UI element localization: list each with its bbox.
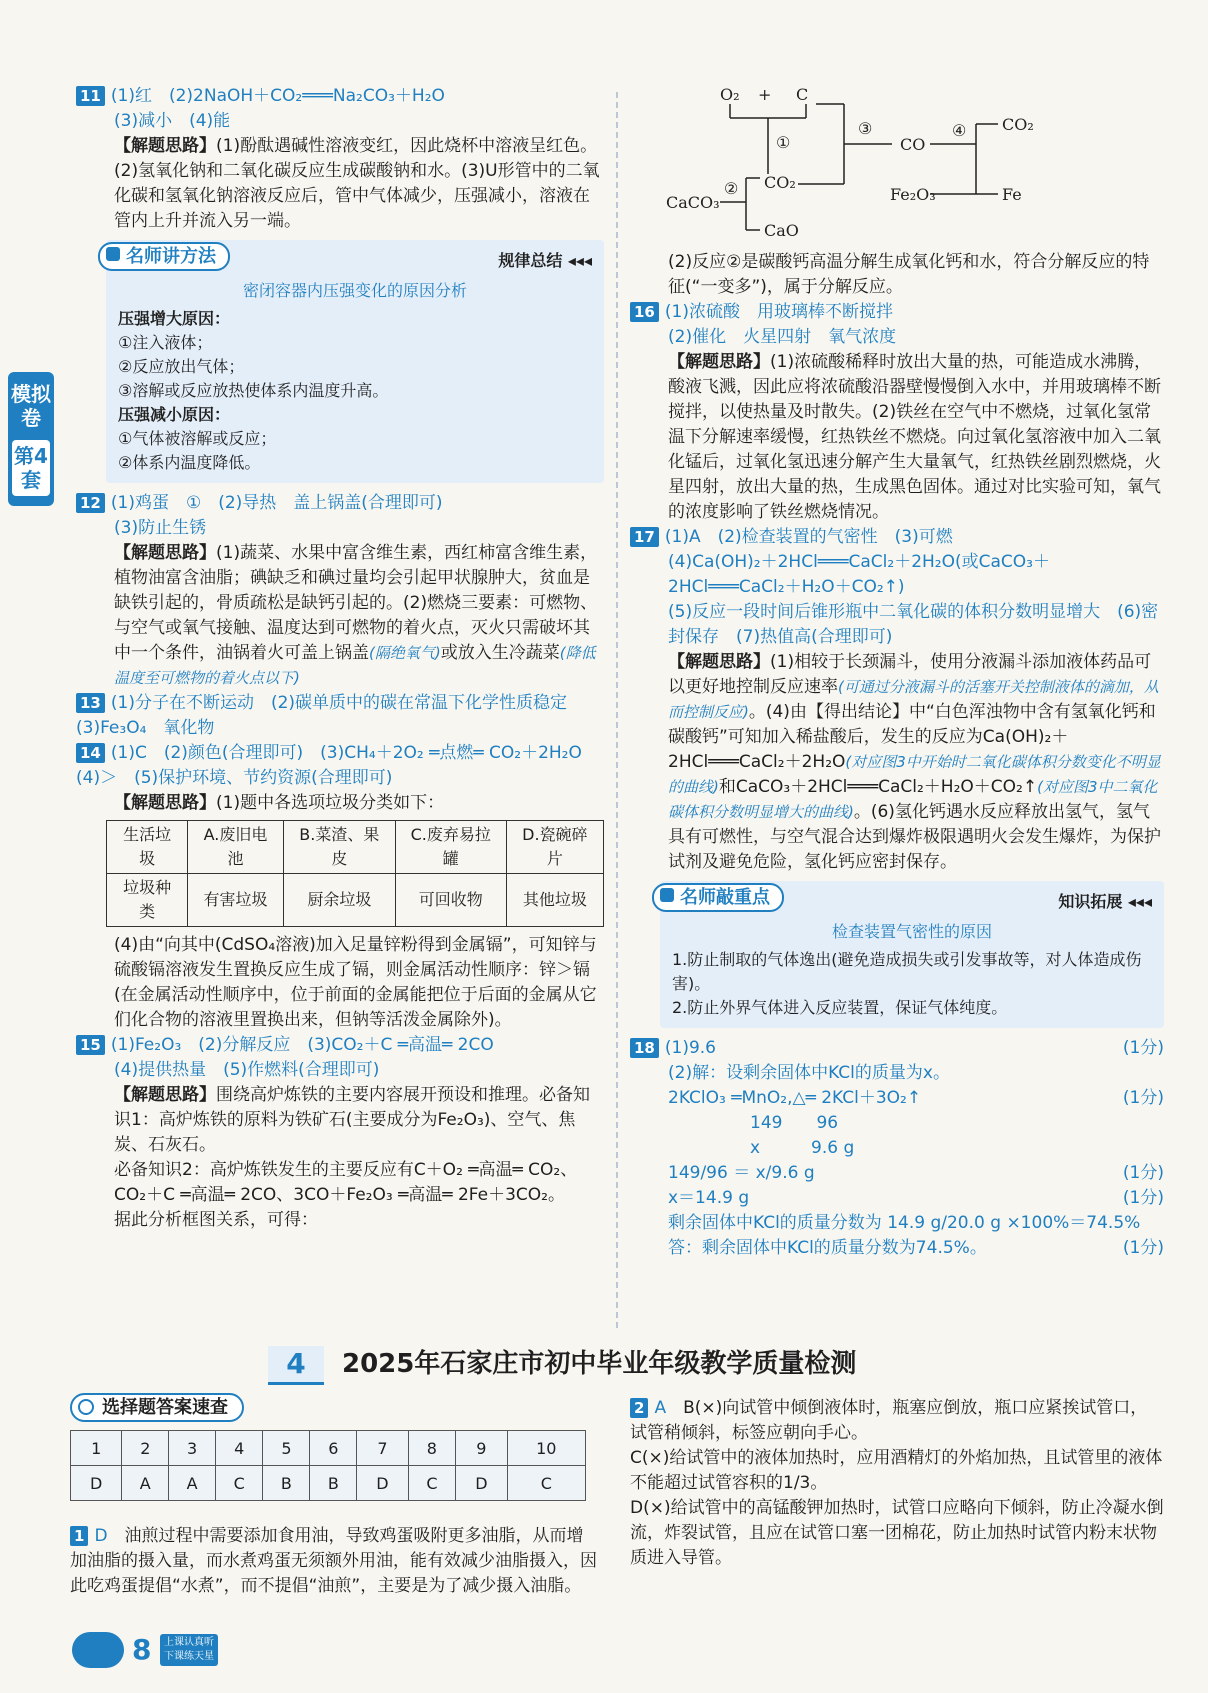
q13-answer: 13 (1)分子在不断运动 (2)碳单质中的碳在常温下化学性质稳定 (3)Fe₃O₄ 氧化物 — [76, 693, 585, 738]
table-cell: 9 — [456, 1431, 507, 1466]
label-fe: Fe — [1002, 185, 1022, 204]
table-cell: D — [456, 1466, 507, 1501]
label-plus: + — [758, 85, 772, 104]
table-cell: 其他垃圾 — [506, 874, 603, 927]
q14-number: 14 — [76, 743, 105, 763]
q18-final: 答：剩余固体中KCl的质量分数为74.5%。 — [668, 1238, 987, 1258]
section-heading: 2025年石家庄市初中毕业年级教学质量检测 — [342, 1349, 857, 1379]
footer-slogan: 上课认真听 下课练天星 — [160, 1634, 218, 1666]
box-line: ③溶解或反应放热使体系内温度升高。 — [118, 381, 389, 400]
keypoint-box — [660, 881, 1164, 1028]
q12-number: 12 — [76, 493, 105, 513]
q2-block — [630, 1396, 1164, 1571]
box-heading: 压强减小原因： — [118, 405, 231, 424]
box-line: ①注入液体； — [118, 333, 213, 352]
q15-number: 15 — [76, 1035, 105, 1055]
table-cell: 1 — [71, 1431, 122, 1466]
q12-answer: 12 (1)鸡蛋 ① (2)导热 盖上锅盖(合理即可) — [76, 491, 604, 516]
q15-think: 【解题思路】围绕高炉炼铁的主要内容展开预设和推理。必备知识1：高炉炼铁的原料为铁矿石(主要成分为Fe₂O₃)、空气、焦炭、石灰石。 — [114, 1085, 590, 1155]
q14-think-2: (4)由“向其中(CdSO₄溶液)加入足量锌粉得到金属镉”，可知锌与硫酸镉溶液发生置换反应生成了镉，则金属活动性顺序：锌＞镉(在金属活动性顺序中，位于前面的金属能把位于后面的金属从它们化合物的溶液里置换出来，但钠等活泼金属除外)。 — [114, 935, 597, 1030]
label-co: CO — [900, 135, 926, 154]
waste-table — [106, 820, 604, 927]
label-co2: CO₂ — [764, 173, 796, 192]
right-column — [630, 84, 1164, 1261]
side-tab — [8, 372, 54, 506]
label-c: C — [796, 85, 809, 104]
box-line: ①气体被溶解或反应； — [118, 429, 277, 448]
q15-think-2: 必备知识2：高炉炼铁发生的主要反应有C＋O₂ ═高温═ CO₂、CO₂＋C ═高温═ 2CO、3CO＋Fe₂O₃ ═高温═ 2Fe＋3CO₂。 — [114, 1160, 578, 1205]
table-cell: 可回收物 — [395, 874, 506, 927]
table-cell: 7 — [357, 1431, 408, 1466]
label-step1: ① — [776, 133, 791, 152]
q15-answer-2: (4)提供热量 (5)作燃料(合理即可) — [114, 1060, 380, 1080]
q11-think: 【解题思路】(1)酚酞遇碱性溶液变红，因此烧杯中溶液呈红色。(2)氢氧化钠和二氧化碳反应生成碳酸钠和水。(3)U形管中的二氧化碳和氢氧化钠溶液反应后，管中气体减少，压强减小，溶液在管内上升并流入另一端。 — [114, 136, 600, 231]
table-cell: D — [71, 1466, 122, 1501]
reaction-diagram — [630, 84, 1164, 250]
quick-answers-title: 选择题答案速查 — [70, 1393, 244, 1422]
table-row — [71, 1466, 586, 1501]
box-heading: 压强增大原因： — [118, 309, 231, 328]
q12-answer-2: (3)防止生锈 — [114, 518, 207, 538]
q2-option-d: D(×)给试管中的高锰酸钾加热时，试管口应略向下倾斜，防止冷凝水倒流，炸裂试管，且应在试管口塞一团棉花，防止加热时试管内粉末状物质进入导管。 — [630, 1498, 1164, 1568]
box-line: ②体系内温度降低。 — [118, 453, 261, 472]
teacher-icon — [106, 247, 120, 261]
table-cell: D.瓷碗碎片 — [506, 821, 603, 874]
table-cell: 6 — [310, 1431, 357, 1466]
target-icon — [78, 1399, 94, 1415]
section-number: 4 — [268, 1346, 324, 1385]
table-cell: C — [408, 1466, 456, 1501]
table-cell: 3 — [169, 1431, 216, 1466]
label-step2: ② — [724, 179, 739, 198]
box-line: 2.防止外界气体进入反应装置，保证气体纯度。 — [672, 998, 1008, 1017]
q13-number: 13 — [76, 693, 105, 713]
q15-think-3: 据此分析框图关系，可得： — [114, 1210, 318, 1230]
q2-number: 2 — [630, 1398, 648, 1418]
q17-answer-2: (4)Ca(OH)₂＋2HCl═══CaCl₂＋2H₂O(或CaCO₃＋2HCl═══CaCl₂＋H₂O＋CO₂↑) — [668, 552, 1050, 597]
method-box-title: 名师讲方法 — [98, 242, 230, 271]
q17-answer: 17 (1)A (2)检查装置的气密性 (3)可燃 — [630, 525, 1164, 550]
table-cell: C.废弃易拉罐 — [395, 821, 506, 874]
q12-think: 【解题思路】(1)蔬菜、水果中富含维生素，西红柿富含维生素，植物油富含油脂；碘缺乏和碘过量均会引起甲状腺肿大，贫血是缺铁引起的，骨质疏松是缺钙引起的。(2)燃烧三要素：可燃物、与空气或氧气接触、温度达到可燃物的着火点，灭火只需破坏其中一个条件，油锅着火可盖上锅盖(隔绝氧气)或放入生冷蔬菜(降低温度至可燃物的着火点以下) — [114, 543, 598, 687]
q17-number: 17 — [630, 527, 659, 547]
label-step4: ④ — [952, 121, 967, 140]
q16-answer-2: (2)催化 火星四射 氧气浓度 — [668, 327, 897, 347]
q18-equation: 2KClO₃ ═MnO₂,△═ 2KCl＋3O₂↑ (1分) — [668, 1088, 1164, 1108]
side-tab-set: 第4套 — [12, 440, 50, 496]
q11-answer-2: (3)减小 (4)能 — [114, 111, 231, 131]
table-cell: C — [507, 1466, 585, 1501]
q16-think: 【解题思路】(1)浓硫酸稀释时放出大量的热，可能造成水沸腾，酸液飞溅，因此应将浓硫酸沿器壁慢慢倒入水中，并用玻璃棒不断搅拌，以使热量及时散失。(2)铁丝在空气中不燃烧，过氧化氢常温下分解速率缓慢，红热铁丝不燃烧。向过氧化氢溶液中加入二氧化锰后，过氧化氢迅速分解产生大量氧气，红热铁丝剧烈燃烧，火星四射，放出大量的热，生成黑色固体。通过对比实验可知，氧气的浓度影响了铁丝燃烧情况。 — [668, 352, 1161, 522]
label-caco3: CaCO₃ — [666, 193, 720, 212]
method-box-kind: 规律总结 ◂◂◂ — [498, 251, 592, 270]
q18-mass-row-2: x 9.6 g — [750, 1138, 855, 1158]
q16-answer: 16 (1)浓硫酸 用玻璃棒不断搅拌 — [630, 300, 1164, 325]
table-row — [71, 1431, 586, 1466]
side-tab-label: 模拟卷 — [11, 382, 51, 430]
method-box-subtitle: 密闭容器内压强变化的原因分析 — [242, 281, 467, 300]
mascot-icon — [72, 1632, 124, 1668]
q18-answer: 18 (1)9.6 (1分) — [630, 1036, 1164, 1061]
label-fe2o3: Fe₂O₃ — [890, 185, 936, 204]
method-box — [106, 240, 604, 483]
table-cell: 8 — [408, 1431, 456, 1466]
q1-answer: 1 D 油煎过程中需要添加食用油，导致鸡蛋吸附更多油脂，从而增加油脂的摄入量，而水煮鸡蛋无须额外用油，能有效减少油脂摄入，因此吃鸡蛋提倡“水煮”，而不提倡“油煎”，主要是为了减少摄入油脂。 — [70, 1526, 597, 1596]
table-cell: A — [122, 1466, 169, 1501]
q18-number: 18 — [630, 1038, 659, 1058]
table-cell: 2 — [122, 1431, 169, 1466]
teacher-icon — [660, 888, 674, 902]
keypoint-box-kind: 知识拓展 ◂◂◂ — [1058, 892, 1152, 911]
q2-option-c: C(×)给试管中的液体加热时，应用酒精灯的外焰加热，且试管里的液体不能超过试管容积的1/3。 — [630, 1448, 1163, 1493]
table-row — [107, 874, 604, 927]
q16-number: 16 — [630, 302, 659, 322]
box-line: ②反应放出气体； — [118, 357, 245, 376]
table-cell: C — [215, 1466, 263, 1501]
label-co2-b: CO₂ — [1002, 115, 1034, 134]
column-divider — [616, 92, 618, 1328]
q15-reaction-2: (2)反应②是碳酸钙高温分解生成氧化钙和水，符合分解反应的特征(“一变多”)，属于分解反应。 — [668, 252, 1150, 297]
label-step3: ③ — [858, 119, 873, 138]
q1-number: 1 — [70, 1526, 88, 1546]
table-cell: 4 — [215, 1431, 263, 1466]
box-line: 1.防止制取的气体逸出(避免造成损失或引发事故等，对人体造成伤害)。 — [672, 950, 1142, 993]
table-cell: B — [310, 1466, 357, 1501]
table-cell: 厨余垃圾 — [283, 874, 395, 927]
keypoint-box-title: 名师敲重点 — [652, 883, 784, 912]
left-column — [76, 84, 604, 1233]
page-number: 8 — [132, 1633, 152, 1666]
q17-answer-3: (5)反应一段时间后锥形瓶中二氧化碳的体积分数明显增大 (6)密封保存 (7)热值高(合理即可) — [668, 602, 1159, 647]
q18-result: x＝14.9 g (1分) — [668, 1188, 1164, 1208]
q15-answer: 15 (1)Fe₂O₃ (2)分解反应 (3)CO₂＋C ═高温═ 2CO — [76, 1033, 604, 1058]
q1-block — [70, 1524, 598, 1599]
q17-think: 【解题思路】(1)相较于长颈漏斗，使用分液漏斗添加液体药品可以更好地控制反应速率(可通过分液漏斗的活塞开关控制液体的滴加，从而控制反应)。(4)由【得出结论】中“白色浑浊物中含有氢氧化钙和碳酸钙”可知加入稀盐酸后，发生的反应为Ca(OH)₂＋2HCl═══CaCl₂＋2H₂O(对应图3中开始时二氧化碳体积分数变化不明显的曲线)和CaCO₃＋2HCl═══CaCl₂＋H₂O＋CO₂↑(对应图3中二氧化碳体积分数明显增大的曲线)。(6)氢化钙遇水反应释放出氢气，氢气具有可燃性，与空气混合达到爆炸极限遇明火会发生爆炸，为保护试剂及避免危险，氢化钙应密封保存。 — [668, 652, 1161, 872]
table-row — [107, 821, 604, 874]
q18-line-1: (2)解：设剩余固体中KCl的质量为x。 — [668, 1063, 950, 1083]
table-cell: B.菜渣、果皮 — [283, 821, 395, 874]
label-cao: CaO — [764, 221, 799, 240]
quick-answers — [70, 1393, 590, 1501]
q14-think: 【解题思路】(1)题中各选项垃圾分类如下： — [114, 793, 445, 813]
table-cell: 10 — [507, 1431, 585, 1466]
q18-mass-row: 149 96 — [750, 1113, 839, 1133]
q14-answer: 14 (1)C (2)颜色(合理即可) (3)CH₄＋2O₂ ═点燃═ CO₂＋2H₂O (4)＞ (5)保护环境、节约资源(合理即可) — [76, 743, 599, 788]
table-cell: 生活垃圾 — [107, 821, 188, 874]
answer-key-table — [70, 1430, 586, 1501]
q2-answer: 2 A B(×)向试管中倾倒液体时，瓶塞应倒放，瓶口应紧挨试管口，试管稍倾斜，标签应朝向手心。 — [630, 1398, 1148, 1443]
keypoint-box-subtitle: 检查装置气密性的原因 — [831, 922, 992, 941]
table-cell: 垃圾种类 — [107, 874, 188, 927]
reaction-diagram-svg — [630, 84, 1164, 250]
table-cell: A — [169, 1466, 216, 1501]
table-cell: 有害垃圾 — [188, 874, 284, 927]
page-footer — [72, 1630, 232, 1670]
table-cell: 5 — [263, 1431, 310, 1466]
label-o2: O₂ — [720, 85, 740, 104]
section-title — [268, 1346, 968, 1386]
q11-number: 11 — [76, 86, 105, 106]
table-cell: D — [357, 1466, 408, 1501]
table-cell: A.废旧电池 — [188, 821, 284, 874]
q18-ratio: 149/96 ＝ x/9.6 g (1分) — [668, 1163, 1164, 1183]
q11-answer: 11 (1)红 (2)2NaOH＋CO₂═══Na₂CO₃＋H₂O — [76, 84, 604, 109]
q18-fraction: 剩余固体中KCl的质量分数为 14.9 g/20.0 g ×100%＝74.5% (1分) — [668, 1213, 1164, 1258]
table-cell: B — [263, 1466, 310, 1501]
